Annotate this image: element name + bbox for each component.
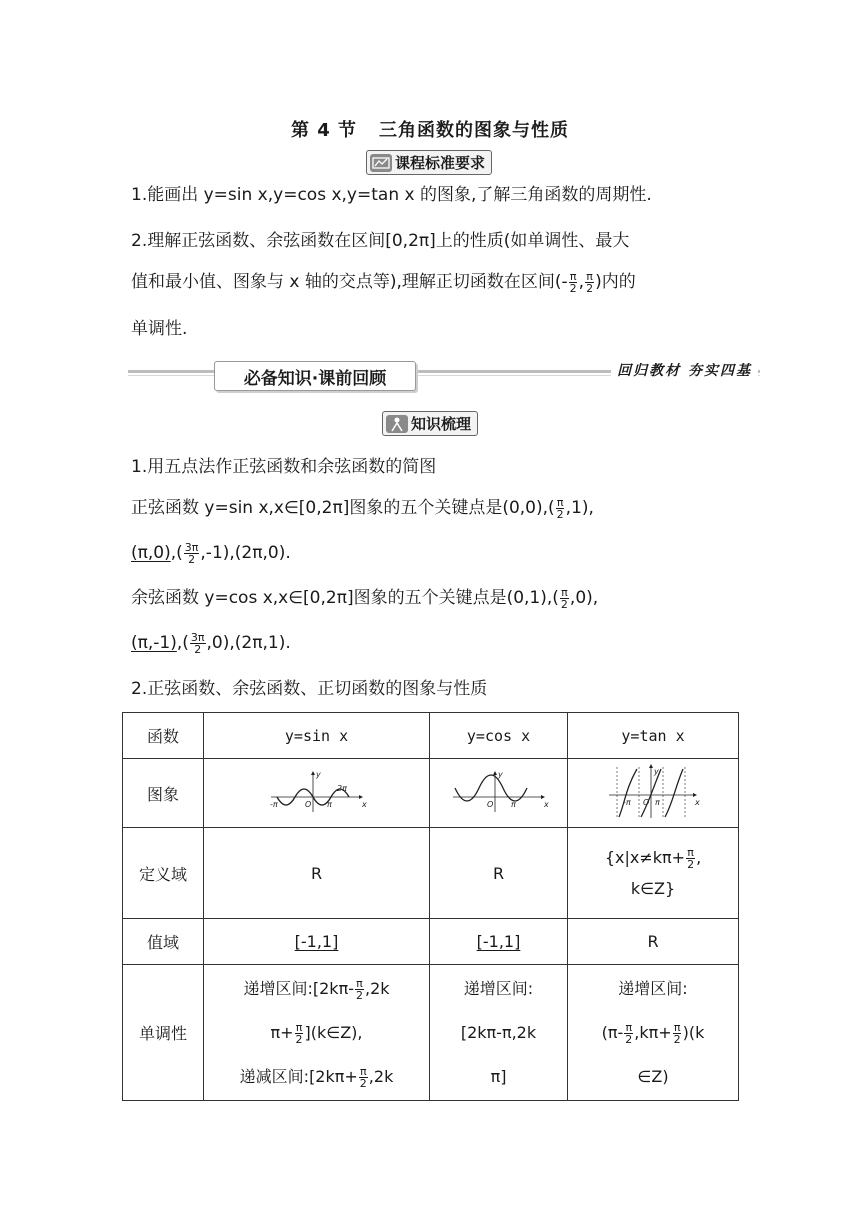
svg-text:π: π [655,798,660,807]
svg-text:y: y [315,770,321,779]
standards-badge-label: 课程标准要求 [395,154,486,172]
knowledge-2-title: 2.正弦函数、余弦函数、正切函数的图象与性质 [131,679,488,699]
properties-table [122,712,739,1101]
range-tan: R [568,919,739,965]
svg-text:y: y [654,767,659,776]
range-cos: [-1,1] [476,932,521,951]
domain-tan: {x|x≠kπ+ $\frac{\pi}{2}$ , k∈Z} [568,828,739,919]
table-row-graph [123,759,739,828]
header-cos: y=cos x [430,713,568,759]
sin-graph [267,766,367,816]
standards-badge [366,150,492,175]
band-tab: 必备知识·课前回顾 [214,361,416,391]
section-heading [0,116,860,142]
knowledge-badge [382,411,478,436]
cos-answer-blank: (π,-1) [131,633,177,653]
header-tan: y=tan x [568,713,739,759]
person-icon [386,415,408,433]
mono-cos: 递增区间: [2kπ-π,2k π] [430,965,568,1101]
tan-graph [603,762,703,820]
fraction-pi-over-2: $\frac{\pi}{2}$ [556,495,564,521]
section-number: 第 4 节 [290,120,358,141]
row-label-range: 值域 [123,919,204,965]
section-title: 三角函数的图象与性质 [379,120,570,141]
table-row-monotonicity [123,965,739,1101]
mono-sin: 递增区间:[2kπ- $\frac{\pi}{2}$ ,2k π+ $\frac{\pi}{2}$ ](k∈Z), 递减区间:[2kπ+ $\frac{\pi}{2}$ ,2k [204,965,430,1101]
sin-answer-blank: (π,0) [131,543,171,563]
svg-text:x: x [695,798,700,807]
cos-points-line-1: 余弦函数 y=cos x,x∈[0,2π]图象的五个关键点是(0,1),( $\frac{\pi}{2}$ ,0), [131,585,599,611]
svg-text:O: O [486,800,493,809]
sin-graph-cell [204,759,430,828]
table-row-domain [123,828,739,919]
table-row-range [123,919,739,965]
cos-points-line-2: (π,-1),( $\frac{3\pi}{2}$ ,0),(2π,1). [131,630,291,656]
fraction-3pi-over-2: $\frac{3\pi}{2}$ [184,540,199,566]
mono-tan: 递增区间: (π- $\frac{\pi}{2}$ ,kπ+ $\frac{\pi}{2}$ )(k ∈Z) [568,965,739,1101]
sin-points-line-2: (π,0),( $\frac{3\pi}{2}$ ,-1),(2π,0). [131,540,291,566]
ruler-chart-icon [370,154,392,172]
cos-graph [449,766,549,816]
header-function: 函数 [123,713,204,759]
cos-graph-cell [430,759,568,828]
fraction-3pi-over-2: $\frac{3\pi}{2}$ [190,630,205,656]
fraction-pi-over-2: $\frac{\pi}{2}$ [586,269,594,295]
requirement-2-line-3: 单调性. [131,319,188,339]
requirement-2-line-2: 值和最小值、图象与 x 轴的交点等),理解正切函数在区间(- $\frac{\pi}{2}$ , $\frac{\pi}{2}$ )内的 [131,269,636,295]
domain-sin: R [204,828,430,919]
svg-text:x: x [361,800,367,809]
svg-text:2π: 2π [336,784,347,793]
fraction-pi-over-2: $\frac{\pi}{2}$ [569,269,577,295]
sin-points-line-1: 正弦函数 y=sin x,x∈[0,2π]图象的五个关键点是(0,0),( $\frac{\pi}{2}$ ,1), [131,495,594,521]
svg-text:π: π [326,800,332,809]
knowledge-1-title: 1.用五点法作正弦函数和余弦函数的简图 [131,457,437,477]
range-sin: [-1,1] [294,932,339,951]
svg-text:-π: -π [623,798,631,807]
svg-text:y: y [497,770,503,779]
band-slogan: 回归教材 夯实四基 [611,360,758,380]
svg-text:O: O [643,798,650,807]
fraction-pi-over-2: $\frac{\pi}{2}$ [560,585,568,611]
table-header-row [123,713,739,759]
row-label-graph: 图象 [123,759,204,828]
requirement-2-line-1: 2.理解正弦函数、余弦函数在区间[0,2π]上的性质(如单调性、最大 [131,231,630,251]
domain-cos: R [430,828,568,919]
row-label-domain: 定义域 [123,828,204,919]
svg-text:-π: -π [269,800,278,809]
header-sin: y=sin x [204,713,430,759]
section-band [128,358,760,392]
knowledge-badge-label: 知识梳理 [411,415,472,433]
tan-graph-cell [568,759,739,828]
svg-text:O: O [304,800,311,809]
requirement-1: 1.能画出 y=sin x,y=cos x,y=tan x 的图象,了解三角函数的周期性. [131,185,652,205]
svg-text:x: x [543,800,549,809]
svg-text:π: π [510,800,516,809]
row-label-monotonicity: 单调性 [123,965,204,1101]
